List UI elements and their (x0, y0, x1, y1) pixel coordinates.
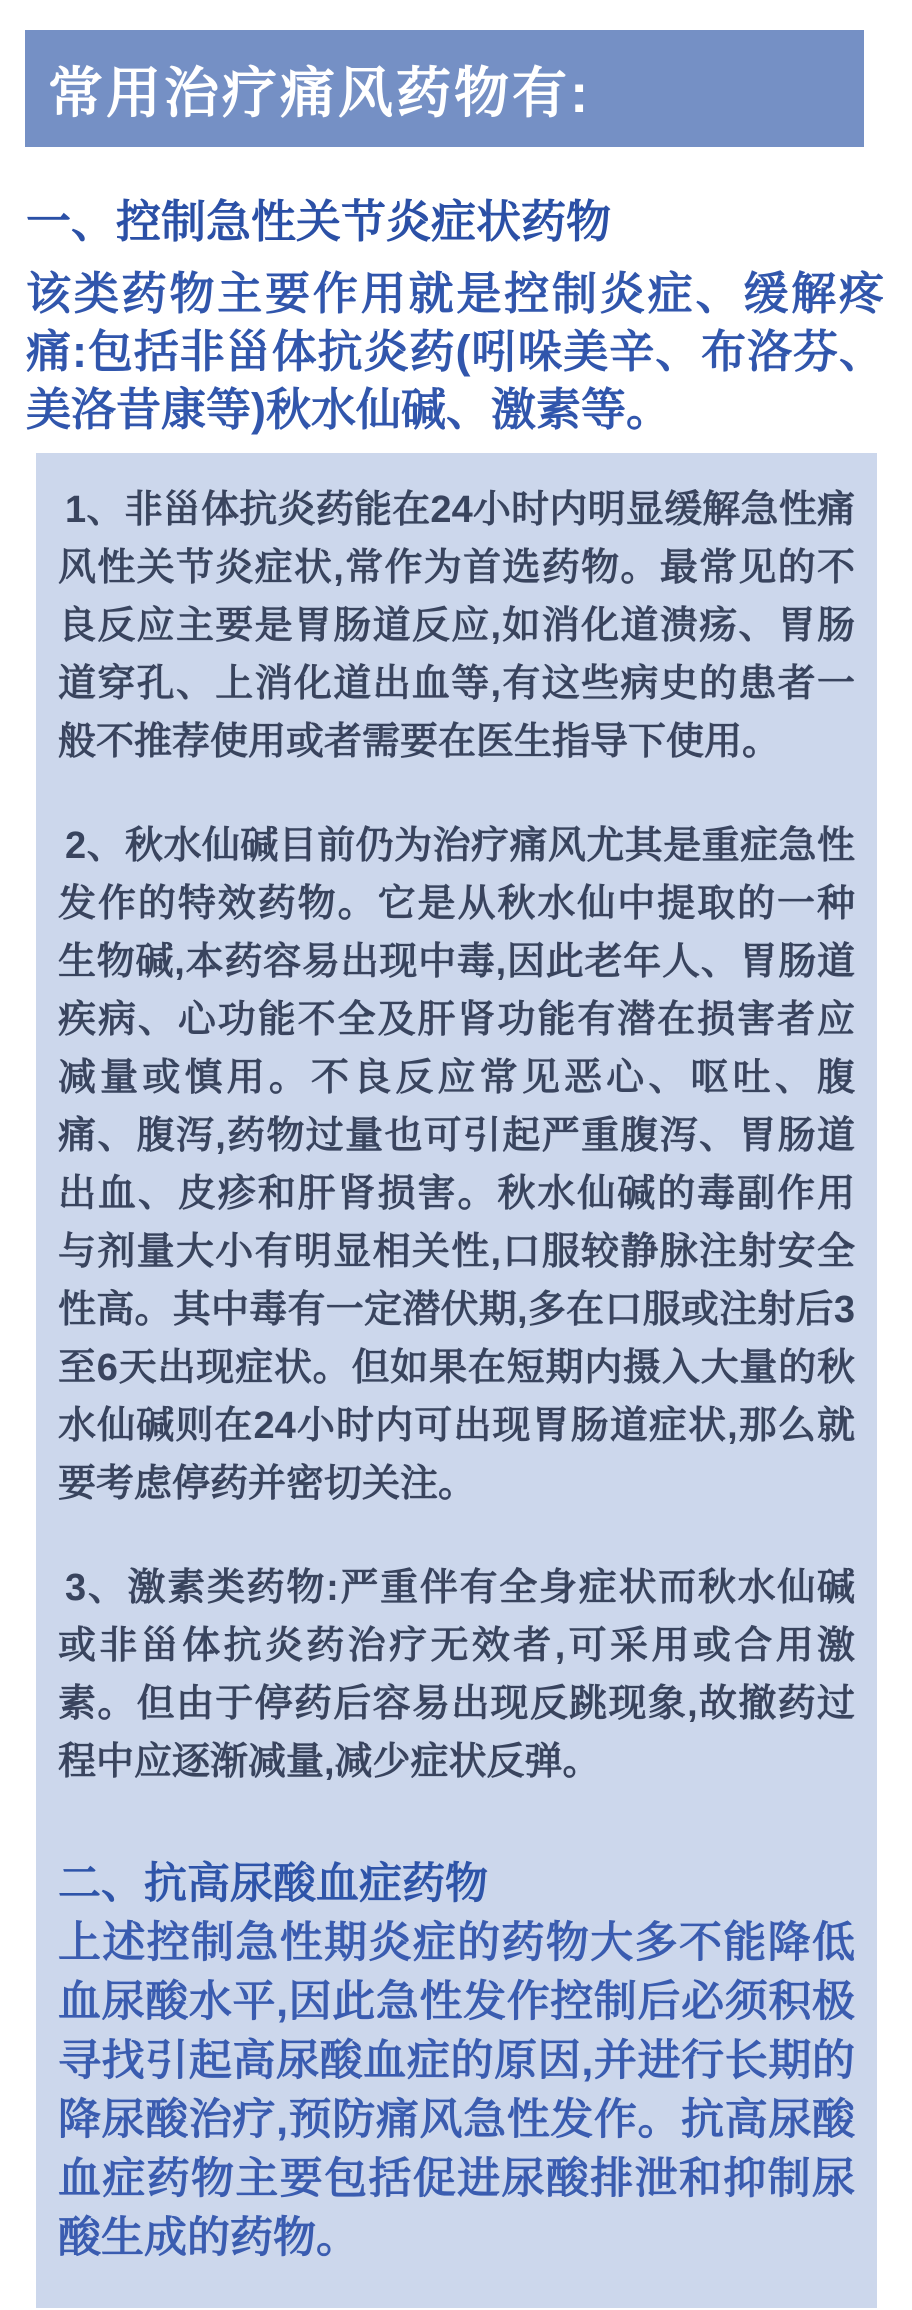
info-box (36, 453, 877, 2308)
section2-body: 上述控制急性期炎症的药物大多不能降低血尿酸水平,因此急性发作控制后必须积极寻找引起高尿酸血症的原因,并进行长期的降尿酸治疗,预防痛风急性发作。抗高尿酸血症药物主要包括促进尿酸排泄和抑制尿酸生成的药物。 (58, 1919, 855, 2262)
info-box-item-2: 2、秋水仙碱目前仍为治疗痛风尤其是重症急性发作的特效药物。它是从秋水仙中提取的一种生物碱,本药容易出现中毒,因此老年人、胃肠道疾病、心功能不全及肝肾功能有潜在损害者应减量或慎用。不良反应常见恶心、呕吐、腹痛、腹泻,药物过量也可引起严重腹泻、胃肠道出血、皮疹和肝肾损害。秋水仙碱的毒副作用与剂量大小有明显相关性,口服较静脉注射安全性高。其中毒有一定潜伏期,多在口服或注射后3至6天出现症状。但如果在短期内摄入大量的秋水仙碱则在24小时内可出现胃肠道症状,那么就要考虑停药并密切关注。 (58, 825, 855, 1505)
section2-heading: 二、抗高尿酸血症药物 (58, 1860, 488, 1908)
info-box-item-1: 1、非甾体抗炎药能在24小时内明显缓解急性痛风性关节炎症状,常作为首选药物。最常见的不良反应主要是胃肠道反应,如消化道溃疡、胃肠道穿孔、上消化道出血等,有这些病史的患者一般不推荐使用或者需要在医生指导下使用。 (58, 489, 855, 763)
info-box-item-3: 3、激素类药物:严重伴有全身症状而秋水仙碱或非甾体抗炎药治疗无效者,可采用或合用激素。但由于停药后容易出现反跳现象,故撤药过程中应逐渐减量,减少症状反弹。 (58, 1567, 855, 1783)
title-banner (25, 30, 864, 147)
infographic-page (0, 30, 912, 2308)
page-title: 常用治疗痛风药物有: (48, 62, 592, 124)
section1-heading: 一、控制急性关节炎症状药物 (26, 196, 612, 247)
section1-intro: 该类药物主要作用就是控制炎症、缓解疼痛:包括非甾体抗炎药(吲哚美辛、布洛芬、美洛昔康等)秋水仙碱、激素等。 (26, 268, 884, 435)
